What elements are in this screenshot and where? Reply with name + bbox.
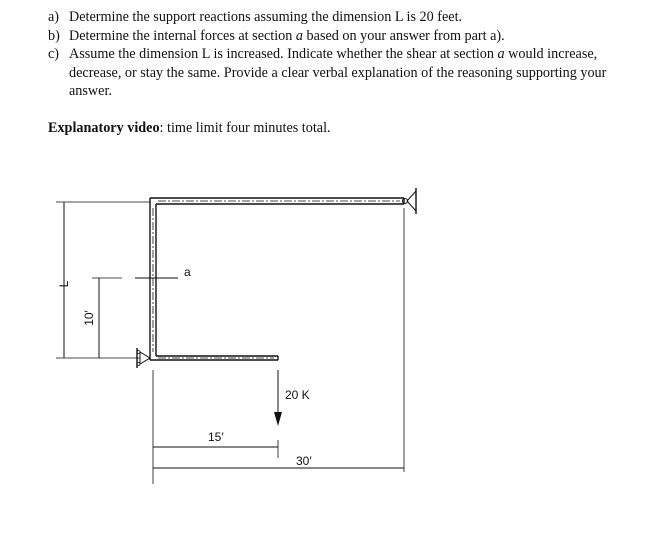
dimension-15-label: 15′ — [208, 430, 224, 444]
dimension-10-label: 10′ — [82, 310, 96, 326]
load-label: 20 K — [285, 388, 310, 402]
video-label: Explanatory video — [48, 119, 160, 136]
section-a-label: a — [184, 265, 191, 279]
question-text-part: would increase, decrease, or stay the same. Provide a clear verbal explanation of the reasoning supporting your — [69, 46, 607, 81]
section-a-ref: a — [497, 46, 505, 62]
question-text-tail: answer. — [69, 83, 112, 99]
question-marker: a) — [48, 9, 60, 25]
question-marker: b) — [48, 27, 60, 44]
question-text-part: Assume the dimension L is increased. Indicate whether the shear at section — [69, 46, 498, 62]
dimension-L-label: L — [57, 280, 71, 288]
video-text: : time limit four minutes total. — [159, 119, 331, 136]
question-marker: c) — [48, 46, 60, 62]
question-text-part: Determine the internal forces at section — [69, 27, 296, 44]
section-a-ref: a — [295, 27, 303, 44]
dimension-30-label: 30′ — [296, 454, 312, 468]
load-arrow-head — [274, 412, 282, 426]
question-text: Determine the support reactions assuming the dimension L is 20 feet. — [69, 9, 463, 25]
question-text-part: based on your answer from part a). — [303, 27, 505, 44]
